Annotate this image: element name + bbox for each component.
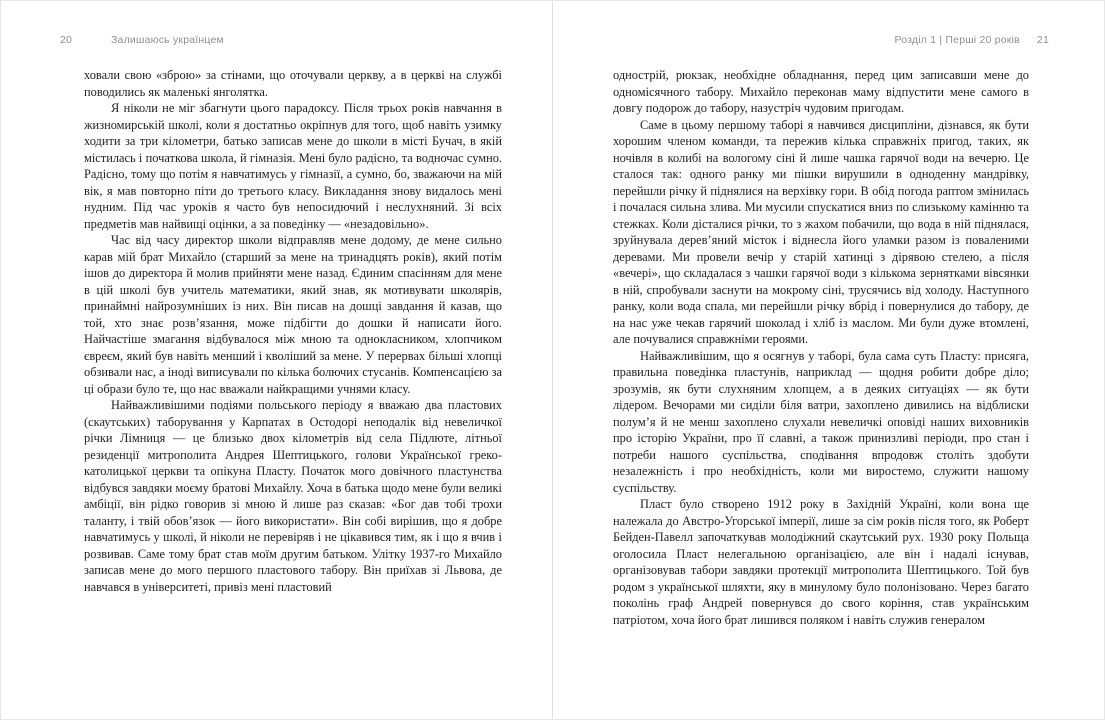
book-title-running-head: Залишаюсь українцем [111,34,224,46]
paragraph-continuation: однострій, рюкзак, необхідне обладнання, перед цим записавши мене до одномісячного табору. Михайло переконав маму відпустити мене самого в довгу подорож до табору, назустріч чудовим пригодам. [613,68,1029,115]
running-header-right [613,34,1049,47]
page-text-left [84,67,502,595]
page-right [553,1,1104,719]
chapter-running-head: Розділ 1 | Перші 20 років [894,34,1020,46]
page-gutter-divider [552,1,553,719]
page-number-right: 21 [1036,34,1049,46]
page-left [1,1,552,719]
paragraph: Саме в цьому першому таборі я навчився дисципліни, дізнався, як бути хорошим членом команди, та пережив кілька справжніх пригод, таких, як ночівля в колибі на вологому сіні й лише чашка гарячої води на вечерю. Це сталося так: одного ранку ми пішки вирушили в одноденну мандрівку, перейшли річку й піднялися на верхівку гори. В обід погода раптом змінилась і почалася сильна злива. Ми мусили спускатися вниз по слизькому камінню та стежках. Коли дісталися річки, то з жахом побачили, що вода в ній піднялася, зруйнувала дерев’яний місток і віднесла його уламки разом із поваленими деревами. Ми провели вечір у старій хатинці з дірявою стелею, а після «вечері», що складалася з чашки гарячої води з кількома зернятками вівсянки в ній, спробували заснути на мокрому сіні, трусячись від холоду. Наступного ранку, коли вода спала, ми перейшли річку вбрід і повернулися до табору, де на нас уже чекав гарячий шоколад і хліб із маслом. Ми були дуже втомлені, але почувалися справжніми героями. [613,117,1029,346]
page-number-left: 20 [60,34,73,46]
paragraph: Пласт було створено 1912 року в Західній Україні, коли вона ще належала до Австро-Угорської імперії, лише за сім років після того, як Роберт Бейден-Павелл започаткував молодіжний скаутський рух. 1930 року Польща оголосила Пласт нелегальною організацією, але він і надалі існував, організовував табори завдяки протекції митрополита Шептицького. Той був родом з української шляхти, яку в минулому було полонізовано. Через багато поколінь граф Андрей повернувся до свого коріння, став українським патріотом, хоча його брат лишився поляком і навіть служив генералом [613,497,1029,627]
paragraph: Найважливішим, що я осягнув у таборі, була сама суть Пласту: присяга, правильна поведінка пластунів, наприклад — щодня робити добре діло; зрозумів, як бути слухняним хлопцем, а в деяких ситуаціях — як бути лідером. Вечорами ми сиділи біля ватри, захоплено дивились на відблиски полум’я й не менш захоплено слухали невеличкі оповіді наших виховників про історію України, про її славні, а також принизливі періоди, про стан і потреби нашого суспільства, сподівання впродовж століть здобути незалежність і про необхідність, коли ми виростемо, служити нашому суспільству. [613,348,1029,495]
paragraph: Час від часу директор школи відправляв мене додому, де мене сильно карав мій брат Михайло (старший за мене на тринадцять років), який потім ішов до директора й молив прийняти мене назад. Єдиним спасінням для мене в цій школі був учитель математики, який знав, як мотивувати школярів, принаймні найрозумніших із них. Він писав на дошці завдання й казав, що той, хто знає розв’язання, може підбігти до дошки й написати його. Найчастіше змагання відбувалося між мною та однокласником, хлопчиком євреєм, який був навіть менший і кволіший за мене. У перервах більші хлопці обзивали нас, а іноді виписували по кілька болючих стусанів. Компенсацією за ці образи було те, що нас вважали найкращими учнями класу. [84,233,502,396]
paragraph-continuation: ховали свою «зброю» за стінами, що оточували церкву, а в церкві на службі поводились як маленькі янголятка. [84,68,502,99]
paragraph: Я ніколи не міг збагнути цього парадоксу. Після трьох років навчання в жизномирській школі, коли я достатньо окріпнув для того, щоб навіть узимку ходити за три кілометри, батько записав мене до школи в місті Бучач, в якій містилась і початкова школа, й гімназія. Мені було радісно, та водночас сумно. Радісно, тому що потім я навчатимусь у гімназії, а сумно, бо, зважаючи на мій вік, я мав повторно піти до третього класу. Викладання знову видалось мені нудним. Під час уроків я часто був непосидючий і неслухняний. Зі всіх предметів мав найвищі оцінки, а за поведінку — «незадовільно». [84,101,502,231]
page-text-right [613,67,1029,628]
paragraph: Найважливішими подіями польського періоду я вважаю два пластових (скаутських) таборування у Карпатах в Остодорі неподалік від невеличкої річки Лімниця — це близько двох кілометрів від села Підлюте, літньої резиденції митрополита Андрея Шептицького, голови Української греко-католицької церкви та опікуна Пласту. Початок мого довічного пластунства відбувся завдяки моєму братові Михайлу. Хоча в батька щодо мене були великі амбіції, він рідко говорив зі мною й лише раз сказав: «Бог дав тобі трохи таланту, і твій обов’язок — його використати». Він собі вирішив, що я добре навчатимусь у школі, й ніколи не перевіряв і не цікавився тим, як і що я вчив і розвивав. Саме тому брат став моїм другим батьком. Улітку 1937-го Михайло записав мене до мого першого пластового табору. Він приїхав зі Львова, де навчався в університеті, привіз мені пластовий [84,398,502,594]
running-header-left [60,34,502,47]
